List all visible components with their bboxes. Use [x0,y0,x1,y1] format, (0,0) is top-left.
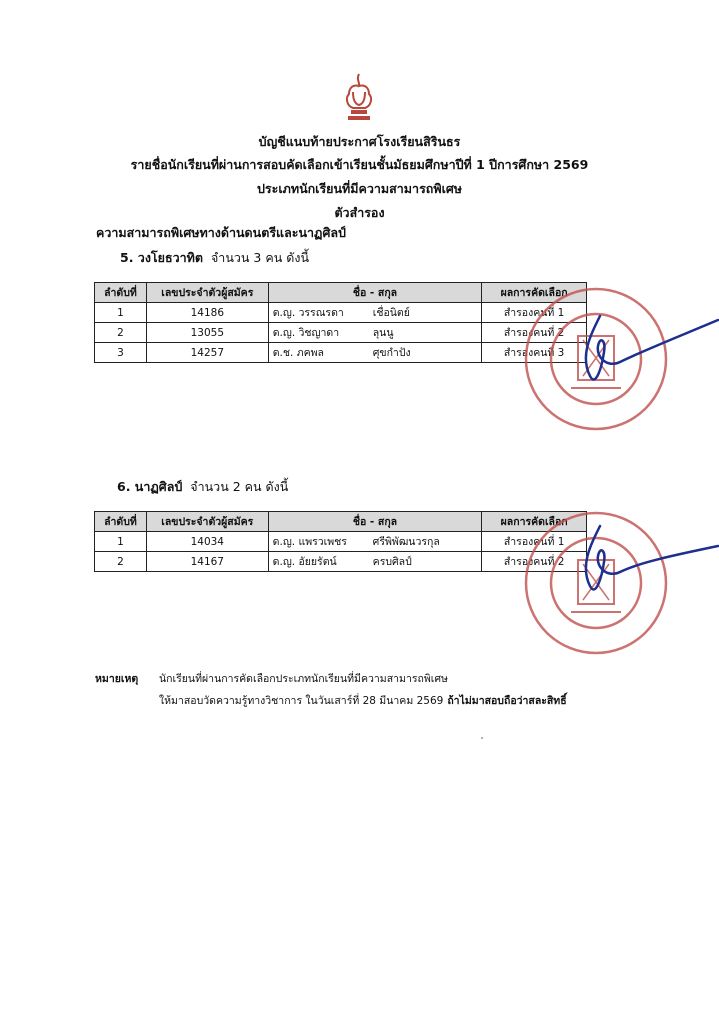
first-name: ด.ญ. วรรณรดา [272,307,344,319]
remarks-line1: นักเรียนที่ผ่านการคัดเลือกประเภทนักเรียนที่มีความสามารถพิเศษ [159,673,448,685]
applicant-id: 13055 [146,323,268,343]
header-subtitle: รายชื่อนักเรียนที่ผ่านการสอบคัดเลือกเข้าเรียนชั้นมัธยมศึกษาปีที่ 1 ปีการศึกษา 2569 [130,157,589,172]
header-status: ตัวสำรอง [334,205,385,220]
table-row [95,552,587,572]
school-emblem-icon [343,72,375,122]
column-header: ผลการคัดเลือก [482,283,587,303]
row-number: 2 [95,552,147,572]
applicant-id: 14167 [146,552,268,572]
section-heading [117,477,288,497]
row-number: 3 [95,343,147,363]
column-header: ลำดับที่ [95,283,147,303]
section-count: จำนวน 3 คน ดังนี้ [210,250,309,265]
roster-table [94,282,587,363]
table-row [95,532,587,552]
row-number: 1 [95,532,147,552]
column-header: ชื่อ - สกุล [268,283,481,303]
column-header: ผลการคัดเลือก [482,512,587,532]
first-name: ด.ช. ภคพล [272,347,324,359]
first-name: ด.ญ. อัยยรัตน์ [272,556,337,568]
last-name: ครบศิลป์ [372,556,412,568]
section-count: จำนวน 2 คน ดังนี้ [190,479,289,494]
table-header-row [95,512,587,532]
section-heading [120,248,309,268]
student-name [268,532,482,552]
row-number: 1 [95,303,147,323]
selection-result: สำรองคนที่ 2 [482,552,587,572]
remarks [95,670,567,707]
table-row [95,323,587,343]
applicant-id: 14034 [146,532,268,552]
applicant-id: 14186 [146,303,268,323]
last-name: ศุขกำปัง [372,347,411,359]
remarks-warning: ถ้าไม่มาสอบถือว่าสละสิทธิ์ [447,695,567,707]
student-name [268,323,481,343]
row-number: 2 [95,323,147,343]
column-header: เลขประจำตัวผู้สมัคร [146,283,268,303]
last-name: ศรีพิพัฒนวรกุล [372,536,440,548]
student-name [268,343,481,363]
category-heading: ความสามารถพิเศษทางด้านดนตรีและนาฏศิลป์ [96,225,346,240]
first-name: ด.ญ. วิชญาดา [272,327,340,339]
column-header: ลำดับที่ [95,512,147,532]
selection-result: สำรองคนที่ 1 [482,303,587,323]
section-title: 5. วงโยธวาทิต [120,250,203,265]
student-name [268,552,482,572]
signature [560,296,719,406]
remarks-label: หมายเหตุ [95,673,139,685]
header-type: ประเภทนักเรียนที่มีความสามารถพิเศษ [256,181,463,196]
last-name: ลุนนู [372,327,394,339]
last-name: เชื่อนิตย์ [372,307,410,319]
selection-result: สำรองคนที่ 3 [482,343,587,363]
selection-result: สำรองคนที่ 2 [482,323,587,343]
applicant-id: 14257 [146,343,268,363]
student-name [268,303,481,323]
scan-speck [481,737,483,739]
column-header: ชื่อ - สกุล [268,512,482,532]
section-title: 6. นาฏศิลป์ [117,479,183,494]
table-row [95,303,587,323]
roster-table [94,511,587,572]
remarks-line2-block [159,692,567,709]
signature [560,506,719,616]
remarks-line2: ให้มาสอบวัดความรู้ทางวิชาการ ในวันเสาร์ที่ 28 มีนาคม 2569 [159,695,444,707]
table-header-row [95,283,587,303]
header-title: บัญชีแนบท้ายประกาศโรงเรียนสิรินธร [258,134,461,149]
table-row [95,343,587,363]
selection-result: สำรองคนที่ 1 [482,532,587,552]
first-name: ด.ญ. แพรวเพชร [272,536,347,548]
column-header: เลขประจำตัวผู้สมัคร [146,512,268,532]
